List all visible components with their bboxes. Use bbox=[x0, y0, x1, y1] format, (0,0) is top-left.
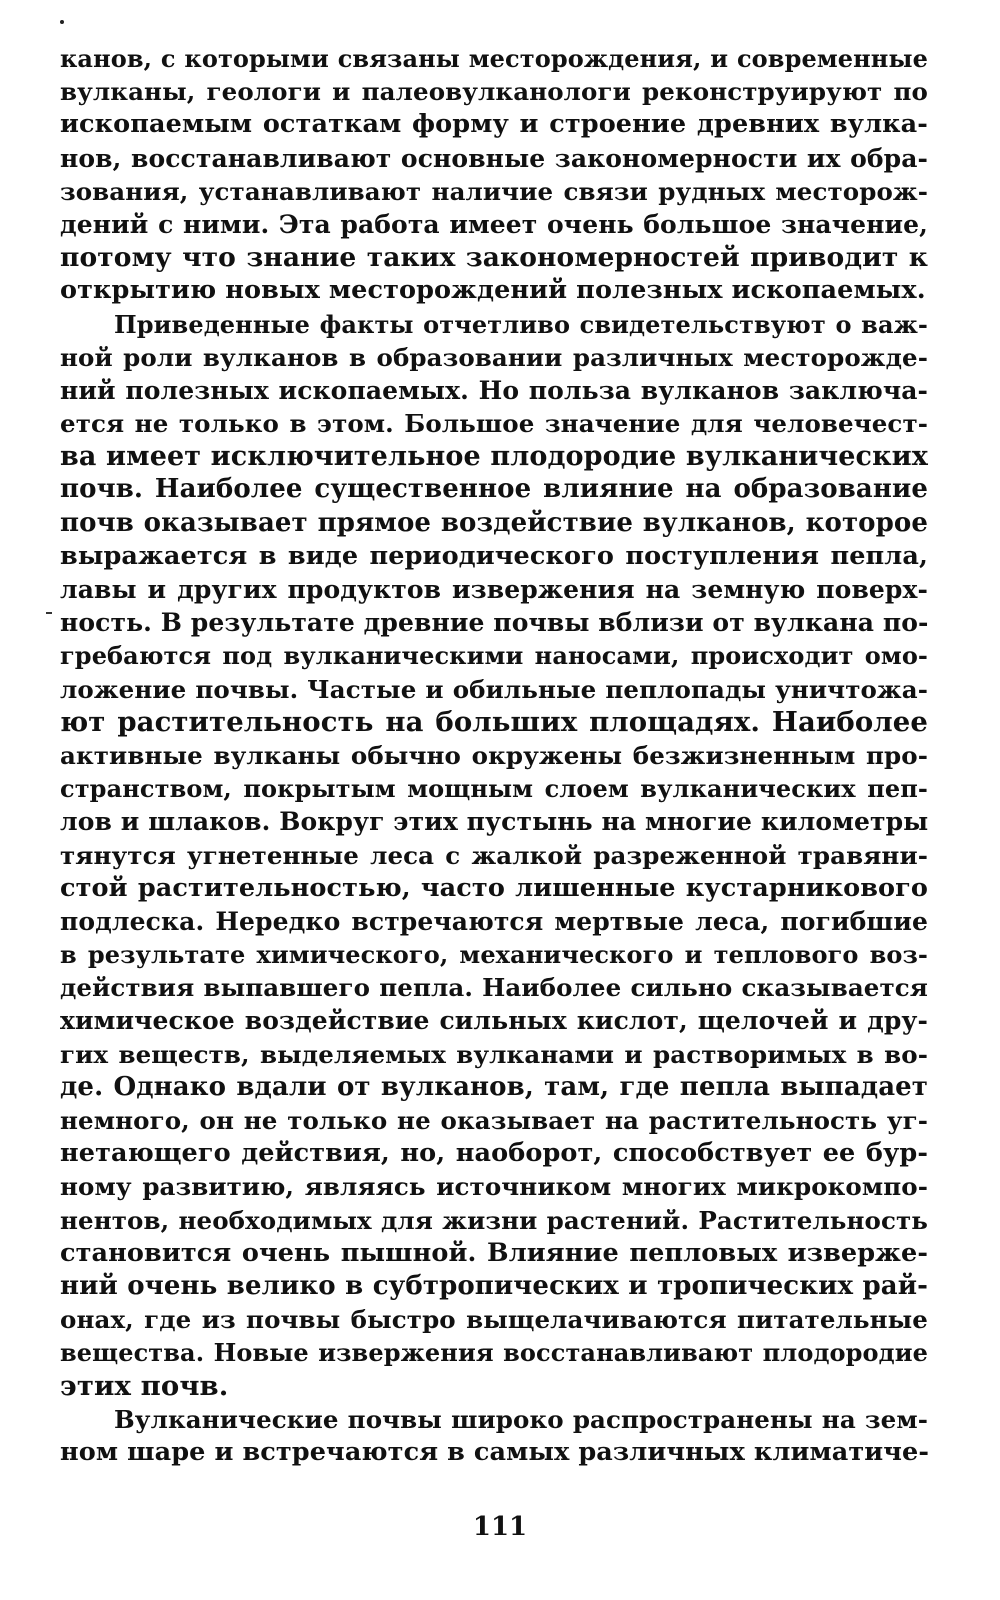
text-line: стой растительностью, часто лишенные кустарникового bbox=[60, 872, 928, 903]
text-line: выражается в виде периодического поступления пепла, bbox=[60, 540, 928, 571]
text-line: ной роли вулканов в образовании различных месторожде- bbox=[60, 342, 928, 372]
text-line: тянутся угнетенные леса с жалкой разреженной травяни- bbox=[60, 840, 928, 870]
text-line: ва имеет исключительное плодородие вулканических bbox=[60, 441, 928, 473]
text-line: потому что знание таких закономерностей приводит к bbox=[60, 242, 928, 274]
text-line: нетающего действия, но, наоборот, способствует ее бур- bbox=[60, 1138, 928, 1169]
text-line: ном шаре и встречаются в самых различных климатиче- bbox=[60, 1436, 930, 1467]
text-line: активные вулканы обычно окружены безжизненным про- bbox=[60, 740, 928, 770]
text-line: ний полезных ископаемых. Но польза вулканов заключа- bbox=[60, 375, 928, 405]
text-line: нов, восстанавливают основные закономерности их обра- bbox=[60, 143, 928, 173]
text-line: почв. Наиболее существенное влияние на образование bbox=[60, 474, 928, 505]
text-line: Вулканические почвы широко распространены на зем- bbox=[114, 1404, 928, 1434]
text-line: Приведенные факты отчетливо свидетельствуют о важ- bbox=[114, 309, 928, 339]
text-line: онах, где из почвы быстро выщелачиваются питательные bbox=[60, 1305, 928, 1335]
text-line: зования, устанавливают наличие связи рудных месторож- bbox=[60, 176, 928, 206]
text-line: гих веществ, выделяемых вулканами и растворимых в во- bbox=[60, 1039, 928, 1069]
text-line: открытию новых месторождений полезных ископаемых. bbox=[60, 275, 926, 306]
text-line: химическое воздействие сильных кислот, щелочей и дру- bbox=[60, 1006, 928, 1036]
text-line: ному развитию, являясь источником многих микрокомпо- bbox=[60, 1172, 928, 1202]
page-number: 111 bbox=[472, 1512, 528, 1542]
text-line: канов, с которыми связаны месторождения, и современные bbox=[60, 44, 928, 73]
text-line: подлеска. Нередко встречаются мертвые леса, погибшие bbox=[60, 906, 928, 936]
text-line: вещества. Новые извержения восстанавливают плодородие bbox=[60, 1338, 928, 1368]
page-body bbox=[60, 42, 928, 1562]
text-line: становится очень пышной. Влияние пепловых изверже- bbox=[60, 1237, 928, 1268]
scan-speck bbox=[46, 612, 52, 614]
text-line: ний очень велико в субтропических и тропических рай- bbox=[60, 1270, 928, 1301]
text-line: дений с ними. Эта работа имеет очень большое значение, bbox=[60, 209, 928, 239]
text-line: странством, покрытым мощным слоем вулканических пеп- bbox=[60, 774, 928, 804]
text-line: ложение почвы. Частые и обильные пеплопады уничтожа- bbox=[60, 674, 928, 704]
text-line: вулканы, геологи и палеовулканологи реконструируют по bbox=[60, 77, 928, 107]
text-line: ность. В результате древние почвы вблизи от вулкана по- bbox=[60, 608, 929, 638]
text-line: этих почв. bbox=[60, 1369, 229, 1402]
text-line: ют растительность на больших площадях. Наиболее bbox=[60, 705, 928, 738]
scan-speck bbox=[60, 20, 64, 24]
text-line: ется не только в этом. Большое значение для человечест- bbox=[60, 409, 928, 439]
text-line: лавы и других продуктов извержения на земную поверх- bbox=[60, 575, 928, 604]
text-line: действия выпавшего пепла. Наиболее сильно сказывается bbox=[60, 973, 928, 1003]
text-line: почв оказывает прямое воздействие вулканов, которое bbox=[60, 507, 928, 538]
text-line: де. Однако вдали от вулканов, там, где пепла выпадает bbox=[60, 1071, 928, 1102]
text-line: нентов, необходимых для жизни растений. Растительность bbox=[60, 1205, 928, 1235]
text-line: ископаемым остаткам форму и строение древних вулка- bbox=[60, 109, 928, 140]
text-line: немного, он не только не оказывает на растительность уг- bbox=[60, 1106, 928, 1135]
text-line: гребаются под вулканическими наносами, происходит омо- bbox=[60, 641, 928, 671]
text-line: в результате химического, механического и теплового воз- bbox=[60, 940, 928, 970]
text-line: лов и шлаков. Вокруг этих пустынь на многие километры bbox=[60, 807, 929, 837]
